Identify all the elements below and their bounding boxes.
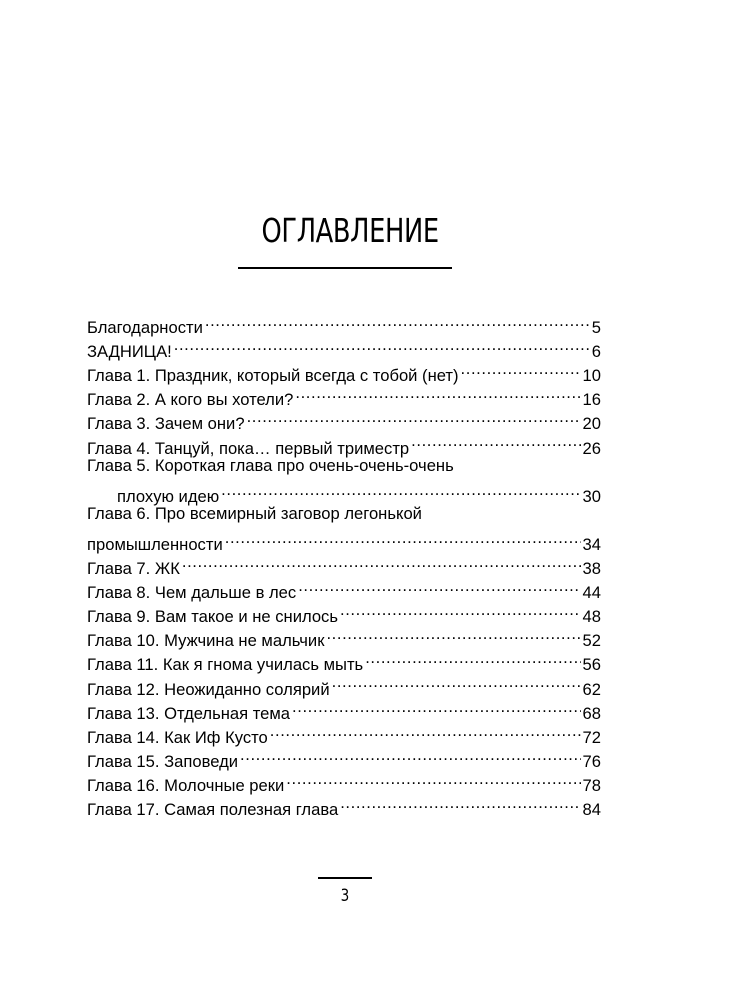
toc-entry-page: 44 xyxy=(582,583,601,603)
toc-entry-page: 56 xyxy=(582,655,601,675)
toc-entry-page: 6 xyxy=(591,342,601,362)
toc-entry-page: 34 xyxy=(582,534,601,554)
toc-entry-title: Глава 3. Зачем они? xyxy=(87,414,245,434)
dot-leader xyxy=(461,357,581,381)
page-number: 3 xyxy=(340,886,350,906)
toc-entry-page: 5 xyxy=(591,318,601,338)
toc-entry-acknowledgements[interactable] xyxy=(87,309,601,338)
dot-leader xyxy=(225,526,581,550)
toc-entry-title: Глава 2. А кого вы хотели? xyxy=(87,390,294,410)
toc-entry-page: 26 xyxy=(582,438,601,458)
dot-leader xyxy=(286,767,580,791)
toc-entry-page: 62 xyxy=(582,679,601,699)
table-of-contents xyxy=(87,309,601,819)
toc-entry-title: Глава 1. Праздник, который всегда с тобой (нет) xyxy=(87,366,459,386)
toc-entry-page: 78 xyxy=(582,775,601,795)
dot-leader xyxy=(365,646,580,670)
dot-leader xyxy=(205,309,589,333)
toc-entry-title: Глава 7. ЖК xyxy=(87,559,180,579)
toc-entry-page: 76 xyxy=(582,751,601,771)
footer-page-number xyxy=(318,877,372,907)
toc-entry-page: 30 xyxy=(582,486,601,506)
dot-leader xyxy=(292,695,581,719)
toc-entry-page: 10 xyxy=(582,366,601,386)
dot-leader xyxy=(182,550,581,574)
dot-leader xyxy=(247,405,581,429)
toc-entry-title: промышленности xyxy=(87,534,223,554)
toc-entry-title: плохую идею xyxy=(117,486,220,506)
toc-entry-chapter-6-line-1[interactable]: Глава 6. Про всемирный заговор легонькой xyxy=(87,503,422,523)
dot-leader xyxy=(411,429,580,453)
dot-leader xyxy=(326,622,580,646)
toc-entry-page: 52 xyxy=(582,631,601,651)
dot-leader xyxy=(340,598,581,622)
toc-entry-page: 20 xyxy=(582,414,601,434)
toc-entry-title: Глава 14. Как Иф Кусто xyxy=(87,727,268,747)
toc-entry-title: Глава 8. Чем дальше в лес xyxy=(87,583,297,603)
toc-entry-title: Благодарности xyxy=(87,318,203,338)
dot-leader xyxy=(332,670,581,694)
dot-leader xyxy=(340,791,580,815)
toc-entry-title: Глава 11. Как я гнома училась мыть xyxy=(87,655,364,675)
dot-leader xyxy=(221,478,580,502)
page-title: ОГЛАВЛЕНИЕ xyxy=(261,211,439,250)
toc-entry-page: 16 xyxy=(582,390,601,410)
toc-entry-chapter-5[interactable] xyxy=(87,478,601,506)
toc-entry-page: 84 xyxy=(582,799,601,819)
heading-block xyxy=(238,205,452,269)
toc-entry-title: Глава 10. Мужчина не мальчик xyxy=(87,631,325,651)
toc-entry-page: 72 xyxy=(582,727,601,747)
dot-leader xyxy=(295,381,580,405)
toc-entry-title: ЗАДНИЦА! xyxy=(87,342,172,362)
toc-entry-chapter-6[interactable] xyxy=(87,526,601,554)
dot-leader xyxy=(240,743,581,767)
toc-entry-title: Глава 12. Неожиданно солярий xyxy=(87,679,330,699)
toc-entry-title: Глава 4. Танцуй, пока… первый триместр xyxy=(87,438,410,458)
toc-entry-chapter-5-line-1[interactable]: Глава 5. Короткая глава про очень-очень-очень xyxy=(87,455,454,475)
dot-leader xyxy=(298,574,580,598)
toc-entry-page: 38 xyxy=(582,559,601,579)
toc-entry-title: Глава 17. Самая полезная глава xyxy=(87,799,339,819)
toc-entry-title: Глава 16. Молочные реки xyxy=(87,775,285,795)
toc-entry-page: 48 xyxy=(582,607,601,627)
toc-entry-title: Глава 9. Вам такое и не снилось xyxy=(87,607,339,627)
dot-leader xyxy=(270,719,581,743)
toc-entry-page: 68 xyxy=(582,703,601,723)
dot-leader xyxy=(174,333,589,357)
toc-entry-title: Глава 13. Отдельная тема xyxy=(87,703,291,723)
toc-entry-title: Глава 15. Заповеди xyxy=(87,751,239,771)
